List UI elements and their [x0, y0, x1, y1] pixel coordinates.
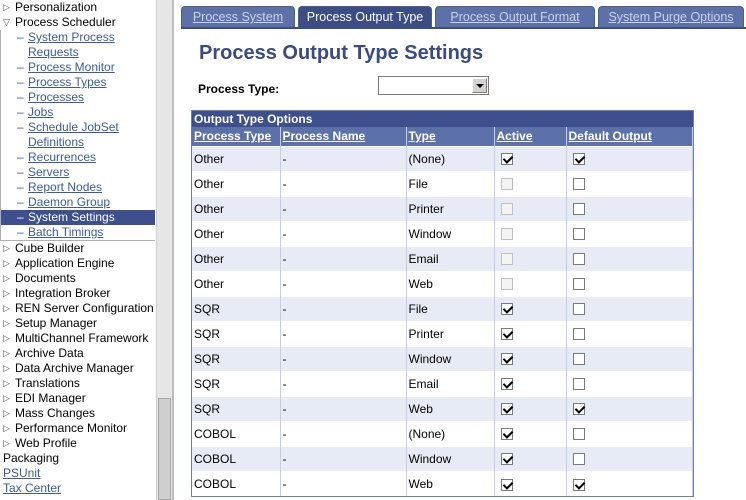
active-checkbox — [501, 278, 513, 290]
nav-item-label: EDI Manager — [15, 391, 86, 405]
active-checkbox[interactable] — [501, 453, 513, 465]
sidebar-item-label: Process Monitor — [28, 60, 115, 74]
cell-default-output — [566, 221, 693, 246]
sidebar-item-label: Servers — [28, 165, 70, 179]
default-output-checkbox[interactable] — [573, 428, 585, 440]
default-output-checkbox[interactable] — [573, 303, 585, 315]
nav-item-integration-broker[interactable] — [0, 286, 156, 301]
triangle-right-icon[interactable]: ▷ — [3, 363, 10, 373]
table-row — [192, 371, 693, 396]
cell-process-name: - — [280, 296, 406, 321]
triangle-right-icon[interactable]: ▷ — [3, 258, 10, 268]
cell-default-output — [566, 421, 693, 446]
cell-default-output — [566, 196, 693, 221]
nav-item-label: Application Engine — [15, 256, 115, 270]
dash-icon: – — [17, 165, 24, 179]
nav-item-performance-monitor[interactable] — [0, 421, 156, 436]
sidebar-item-label: Jobs — [28, 105, 54, 119]
nav-item-archive-data[interactable] — [0, 346, 156, 361]
cell-active — [494, 221, 566, 246]
nav-scrollbar-thumb[interactable] — [158, 398, 171, 500]
sidebar-item-process-types[interactable] — [1, 75, 155, 90]
cell-default-output — [566, 471, 693, 496]
cell-type: (None) — [406, 421, 494, 446]
process-scheduler-submenu — [0, 30, 155, 241]
dash-icon: – — [17, 105, 24, 119]
dash-icon: – — [17, 75, 24, 89]
triangle-right-icon[interactable]: ▷ — [3, 243, 10, 253]
active-checkbox[interactable] — [501, 403, 513, 415]
default-output-checkbox[interactable] — [573, 378, 585, 390]
dash-icon: – — [17, 150, 24, 164]
nav-link-psunit[interactable]: PSUnit — [3, 466, 41, 480]
column-header-process-type[interactable]: Process Type — [192, 127, 280, 146]
nav-item-label: MultiChannel Framework — [15, 331, 149, 345]
table-row — [192, 346, 693, 371]
nav-item-multichannel-framework[interactable] — [0, 331, 156, 346]
cell-process-type: COBOL — [192, 421, 280, 446]
frame-divider[interactable] — [172, 0, 174, 500]
default-output-checkbox[interactable] — [573, 178, 585, 190]
sidebar-item-jobs[interactable] — [1, 105, 155, 120]
sidebar-item-label: Schedule JobSet — [28, 120, 119, 134]
process-type-select[interactable] — [378, 76, 489, 95]
nav-item-setup-manager[interactable] — [0, 316, 156, 331]
sidebar-item-label: Report Nodes — [28, 180, 103, 194]
table-row — [192, 146, 693, 171]
active-checkbox — [501, 203, 513, 215]
sidebar-item-system-settings[interactable] — [1, 210, 155, 225]
nav-item-label: Translations — [15, 376, 80, 390]
nav-item-process-scheduler[interactable] — [0, 15, 156, 30]
cell-type: Window — [406, 346, 494, 371]
dash-icon: – — [17, 210, 24, 224]
sidebar-item-label-continued[interactable] — [1, 135, 155, 150]
default-output-checkbox[interactable] — [573, 479, 585, 491]
cell-process-name: - — [280, 271, 406, 296]
cell-process-name: - — [280, 396, 406, 421]
triangle-right-icon[interactable]: ▷ — [3, 2, 10, 12]
cell-process-name: - — [280, 446, 406, 471]
nav-item-mass-changes[interactable] — [0, 406, 156, 421]
cell-active — [494, 446, 566, 471]
tab-label: Process Output Type — [306, 10, 424, 24]
cell-process-type: SQR — [192, 396, 280, 421]
cell-process-name: - — [280, 321, 406, 346]
table-row — [192, 446, 693, 471]
default-output-checkbox[interactable] — [573, 203, 585, 215]
cell-process-type: SQR — [192, 346, 280, 371]
triangle-down-icon[interactable]: ▽ — [3, 17, 10, 27]
cell-process-type: Other — [192, 271, 280, 296]
cell-active — [494, 421, 566, 446]
nav-item-cube-builder[interactable] — [0, 241, 156, 256]
grid-caption: Output Type Options — [192, 111, 693, 127]
nav-item-label: Web Profile — [15, 436, 77, 450]
sidebar-item-label: Definitions — [28, 135, 85, 149]
column-header-type[interactable]: Type — [406, 127, 494, 146]
tab-system-purge-options[interactable] — [598, 6, 744, 28]
cell-default-output — [566, 296, 693, 321]
table-row — [192, 471, 693, 496]
active-checkbox — [501, 228, 513, 240]
nav-item-application-engine[interactable] — [0, 256, 156, 271]
dash-icon: – — [17, 90, 24, 104]
output-type-options-grid — [191, 110, 694, 497]
cell-default-output — [566, 321, 693, 346]
sidebar-item-process-monitor[interactable] — [1, 60, 155, 75]
cell-default-output — [566, 371, 693, 396]
cell-type: File — [406, 171, 494, 196]
cell-type: (None) — [406, 146, 494, 171]
sidebar-item-recurrences[interactable] — [1, 150, 155, 165]
cell-active — [494, 346, 566, 371]
table-row — [192, 296, 693, 321]
sidebar-item-servers[interactable] — [1, 165, 155, 180]
cell-active — [494, 271, 566, 296]
cell-process-name: - — [280, 371, 406, 396]
cell-process-type: Other — [192, 196, 280, 221]
cell-type: Web — [406, 471, 494, 496]
cell-active — [494, 171, 566, 196]
cell-active — [494, 146, 566, 171]
cell-active — [494, 321, 566, 346]
nav-item-web-profile[interactable] — [0, 436, 156, 451]
triangle-right-icon[interactable]: ▷ — [3, 303, 10, 313]
nav-item-label: Personalization — [15, 0, 98, 14]
sidebar-item-report-nodes[interactable] — [1, 180, 155, 195]
tab-underline — [181, 27, 746, 29]
cell-process-name: - — [280, 471, 406, 496]
nav-item-data-archive-manager[interactable] — [0, 361, 156, 376]
sidebar-item-daemon-group[interactable] — [1, 195, 155, 210]
cell-default-output — [566, 346, 693, 371]
default-output-checkbox[interactable] — [573, 153, 585, 165]
active-checkbox[interactable] — [501, 153, 513, 165]
cell-type: Window — [406, 446, 494, 471]
active-checkbox[interactable] — [501, 303, 513, 315]
cell-active — [494, 196, 566, 221]
dash-icon: – — [17, 60, 24, 74]
sidebar-item-label-continued[interactable] — [1, 45, 155, 60]
cell-type: Window — [406, 221, 494, 246]
nav-link-tax-center[interactable]: Tax Center — [3, 481, 62, 495]
nav-item-packaging[interactable]: Packaging — [3, 451, 60, 465]
cell-active — [494, 471, 566, 496]
tab-process-system[interactable] — [181, 6, 295, 28]
triangle-right-icon[interactable]: ▷ — [3, 423, 10, 433]
table-row — [192, 221, 693, 246]
triangle-right-icon[interactable]: ▷ — [3, 348, 10, 358]
nav-item-label: Data Archive Manager — [15, 361, 134, 375]
default-output-checkbox[interactable] — [573, 253, 585, 265]
triangle-right-icon[interactable]: ▷ — [3, 393, 10, 403]
nav-item-translations[interactable] — [0, 376, 156, 391]
nav-item-label: Integration Broker — [15, 286, 111, 300]
cell-default-output — [566, 171, 693, 196]
nav-item-label: Archive Data — [15, 346, 84, 360]
process-type-label: Process Type: — [198, 82, 280, 96]
column-header-process-name[interactable]: Process Name — [280, 127, 406, 146]
sidebar-item-label: Daemon Group — [28, 195, 111, 209]
cell-type: Printer — [406, 321, 494, 346]
cell-process-name: - — [280, 171, 406, 196]
table-row — [192, 196, 693, 221]
nav-item-label: Setup Manager — [15, 316, 98, 330]
active-checkbox — [501, 253, 513, 265]
triangle-right-icon[interactable]: ▷ — [3, 288, 10, 298]
cell-process-type: COBOL — [192, 471, 280, 496]
tab-label: System Purge Options — [608, 10, 734, 24]
dash-icon: – — [17, 120, 24, 134]
tab-label: Process System — [192, 10, 284, 24]
cell-process-type: SQR — [192, 371, 280, 396]
cell-default-output — [566, 446, 693, 471]
table-row — [192, 246, 693, 271]
triangle-right-icon[interactable]: ▷ — [3, 318, 10, 328]
sidebar-item-label: Batch Timings — [28, 225, 104, 239]
cell-type: Web — [406, 396, 494, 421]
nav-item-label: REN Server Configuration — [15, 301, 154, 315]
column-header-default-output[interactable]: Default Output — [566, 127, 693, 146]
cell-default-output — [566, 271, 693, 296]
left-navigation — [0, 0, 156, 500]
sidebar-item-label: Requests — [28, 45, 79, 59]
cell-type: Web — [406, 271, 494, 296]
nav-item-personalization[interactable] — [0, 0, 156, 15]
cell-active — [494, 246, 566, 271]
triangle-right-icon[interactable]: ▷ — [3, 378, 10, 388]
sidebar-item-schedule-jobset[interactable] — [1, 120, 155, 135]
cell-process-type: Other — [192, 171, 280, 196]
cell-active — [494, 396, 566, 421]
cell-process-name: - — [280, 196, 406, 221]
active-checkbox — [501, 178, 513, 190]
cell-process-type: COBOL — [192, 446, 280, 471]
nav-item-ren-server-configuration[interactable] — [0, 301, 156, 316]
cell-type: File — [406, 296, 494, 321]
cell-default-output — [566, 396, 693, 421]
sidebar-item-batch-timings[interactable] — [1, 225, 155, 240]
nav-item-label: Process Scheduler — [15, 15, 116, 29]
nav-item-documents[interactable] — [0, 271, 156, 286]
output-type-table — [192, 127, 693, 496]
table-row — [192, 271, 693, 296]
cell-process-name: - — [280, 146, 406, 171]
cell-process-name: - — [280, 421, 406, 446]
nav-item-label: Documents — [15, 271, 76, 285]
sidebar-item-label: Process Types — [28, 75, 107, 89]
table-row — [192, 421, 693, 446]
default-output-checkbox[interactable] — [573, 353, 585, 365]
cell-process-type: Other — [192, 146, 280, 171]
cell-process-name: - — [280, 246, 406, 271]
tab-process-output-format[interactable] — [435, 6, 595, 28]
sidebar-item-label: Processes — [28, 90, 85, 104]
dash-icon: – — [17, 180, 24, 194]
nav-item-label: Performance Monitor — [15, 421, 128, 435]
dash-icon: – — [17, 30, 24, 44]
triangle-right-icon[interactable]: ▷ — [3, 408, 10, 418]
default-output-checkbox[interactable] — [573, 453, 585, 465]
table-row — [192, 321, 693, 346]
sidebar-item-processes[interactable] — [1, 90, 155, 105]
tab-label: Process Output Format — [450, 10, 580, 24]
cell-type: Printer — [406, 196, 494, 221]
cell-process-type: SQR — [192, 321, 280, 346]
main-content — [176, 0, 746, 500]
dash-icon: – — [17, 195, 24, 209]
nav-item-label: Cube Builder — [15, 241, 85, 255]
cell-process-type: Other — [192, 246, 280, 271]
triangle-right-icon[interactable]: ▷ — [3, 273, 10, 283]
triangle-right-icon[interactable]: ▷ — [3, 438, 10, 448]
table-header-row — [192, 127, 693, 146]
sidebar-item-label: Recurrences — [28, 150, 97, 164]
active-checkbox[interactable] — [501, 428, 513, 440]
default-output-checkbox[interactable] — [573, 328, 585, 340]
cell-default-output — [566, 146, 693, 171]
cell-type: Email — [406, 371, 494, 396]
default-output-checkbox[interactable] — [573, 278, 585, 290]
cell-process-name: - — [280, 221, 406, 246]
chevron-down-icon[interactable] — [472, 78, 487, 93]
nav-item-edi-manager[interactable] — [0, 391, 156, 406]
page-title: Process Output Type Settings — [199, 42, 484, 64]
dash-icon: – — [17, 225, 24, 239]
cell-active — [494, 296, 566, 321]
sidebar-item-label: System Settings — [28, 210, 115, 224]
active-checkbox[interactable] — [501, 378, 513, 390]
nav-item-label: Mass Changes — [15, 406, 96, 420]
cell-process-type: Other — [192, 221, 280, 246]
cell-process-name: - — [280, 346, 406, 371]
active-checkbox[interactable] — [501, 479, 513, 491]
column-header-active[interactable]: Active — [494, 127, 566, 146]
default-output-checkbox[interactable] — [573, 403, 585, 415]
table-row — [192, 396, 693, 421]
sidebar-item-label: System Process — [28, 30, 115, 44]
default-output-checkbox[interactable] — [573, 228, 585, 240]
tab-process-output-type[interactable] — [298, 6, 432, 28]
cell-default-output — [566, 246, 693, 271]
active-checkbox[interactable] — [501, 328, 513, 340]
cell-process-type: SQR — [192, 296, 280, 321]
sidebar-item-system-process[interactable] — [1, 30, 155, 45]
triangle-right-icon[interactable]: ▷ — [3, 333, 10, 343]
active-checkbox[interactable] — [501, 353, 513, 365]
cell-active — [494, 371, 566, 396]
table-row — [192, 171, 693, 196]
cell-type: Email — [406, 246, 494, 271]
nav-scrollbar[interactable] — [156, 0, 172, 500]
